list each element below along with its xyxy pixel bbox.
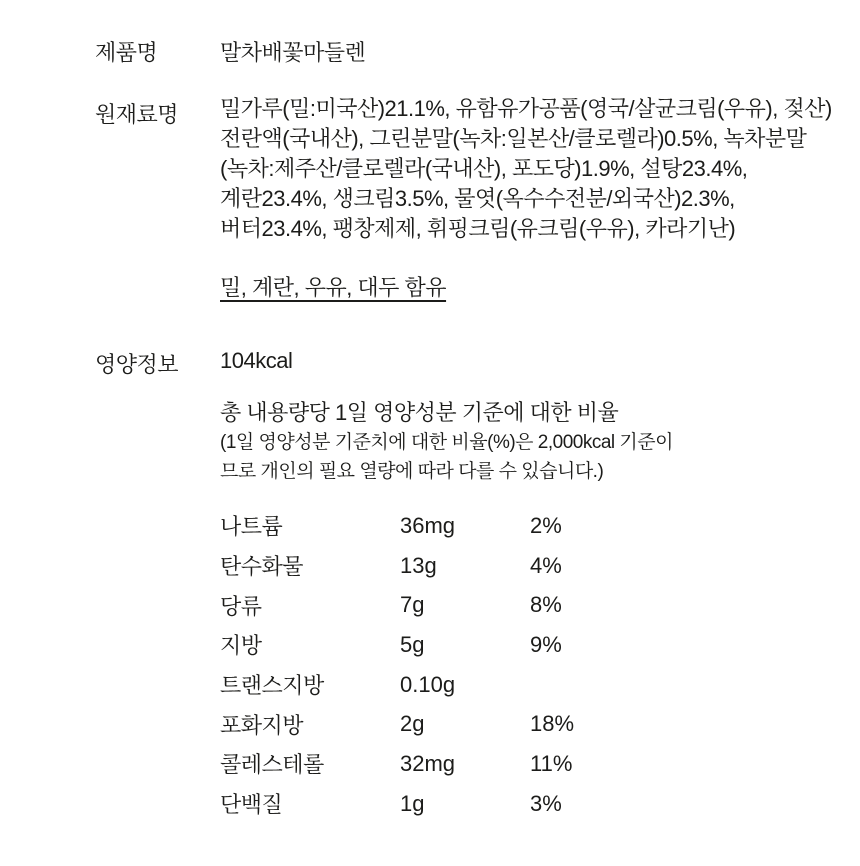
- nutrition-label: 영양정보: [95, 352, 179, 377]
- nutrient-name: 탄수화물: [220, 554, 304, 580]
- product-name-label: 제품명: [95, 40, 158, 65]
- daily-ratio-note-line: (1일 영양성분 기준치에 대한 비율(%)은 2,000kcal 기준이: [220, 432, 673, 453]
- nutrient-name: 지방: [220, 633, 262, 659]
- nutrient-percent: 2%: [530, 512, 562, 538]
- nutrient-amount: 13g: [400, 552, 437, 578]
- ingredients-line: 버터23.4%, 팽창제제, 휘핑크림(유크림(우유), 카라기난): [220, 216, 736, 241]
- ingredients-line: 전란액(국내산), 그린분말(녹차:일본산/클로렐라)0.5%, 녹차분말: [220, 126, 807, 151]
- nutrient-name: 포화지방: [220, 712, 304, 738]
- nutrient-percent: 8%: [530, 592, 562, 618]
- calories-value: 104kcal: [220, 348, 293, 373]
- nutrient-percent: 3%: [530, 790, 562, 816]
- ingredients-line: (녹차:제주산/클로렐라(국내산), 포도당)1.9%, 설탕23.4%,: [220, 156, 748, 181]
- table-row: [220, 665, 650, 705]
- nutrient-amount: 0.10g: [400, 671, 456, 697]
- allergen-notice: 밀, 계란, 우유, 대두 함유: [220, 275, 447, 300]
- nutrient-name: 트랜스지방: [220, 673, 324, 699]
- daily-ratio-note: [220, 428, 673, 486]
- nutrient-name: 나트륨: [220, 514, 283, 540]
- nutrient-name: 당류: [220, 593, 262, 619]
- ingredients-text: [220, 94, 832, 244]
- nutrient-amount: 1g: [400, 790, 425, 816]
- nutrient-amount: 2g: [400, 711, 425, 737]
- nutrient-amount: 32mg: [400, 750, 456, 776]
- ingredients-label: 원재료명: [95, 102, 179, 127]
- product-name-value: 말차배꽃마들렌: [220, 40, 366, 65]
- table-row: [220, 704, 650, 744]
- table-row: [220, 625, 650, 665]
- ingredients-line: 밀가루(밀:미국산)21.1%, 유함유가공품(영국/살균크림(우유), 젖산): [220, 96, 832, 121]
- nutrient-amount: 36mg: [400, 512, 456, 538]
- daily-ratio-title: 총 내용량당 1일 영양성분 기준에 대한 비율: [220, 400, 619, 425]
- nutrient-percent: 11%: [530, 750, 573, 776]
- nutrient-percent: 9%: [530, 631, 562, 657]
- table-row: [220, 784, 650, 824]
- nutrient-amount: 5g: [400, 631, 425, 657]
- daily-ratio-note-line: 므로 개인의 필요 열량에 따라 다를 수 있습니다.): [220, 461, 604, 482]
- table-row: [220, 744, 650, 784]
- table-row: [220, 585, 650, 625]
- nutrient-name: 단백질: [220, 792, 283, 818]
- nutrition-table: [220, 506, 650, 824]
- nutrient-name: 콜레스테롤: [220, 752, 324, 778]
- table-row: [220, 546, 650, 586]
- nutrient-amount: 7g: [400, 592, 425, 618]
- nutrient-percent: 18%: [530, 711, 575, 737]
- ingredients-line: 계란23.4%, 생크림3.5%, 물엿(옥수수전분/외국산)2.3%,: [220, 186, 735, 211]
- table-row: [220, 506, 650, 546]
- nutrient-percent: 4%: [530, 552, 562, 578]
